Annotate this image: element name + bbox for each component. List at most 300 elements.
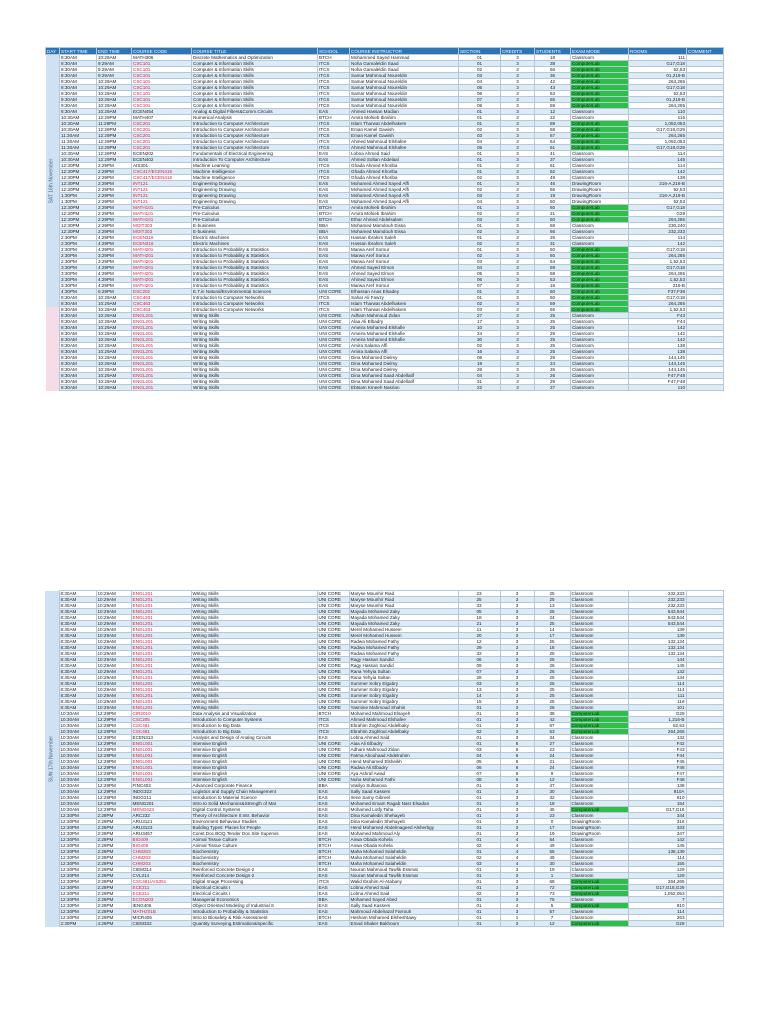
rooms-cell: 543,544 (628, 615, 686, 621)
start-time-cell: 10:30AM (59, 795, 96, 801)
section-cell: 01 (458, 723, 500, 729)
exam-mode-cell: Classroom (571, 367, 629, 373)
start-time-cell: 8:30AM (59, 639, 96, 645)
course-code-cell: ENGL201 (132, 325, 192, 331)
rooms-cell: G17,G18 (629, 295, 687, 301)
rooms-cell: 264,265 (629, 271, 687, 277)
students-cell: 60 (535, 289, 571, 295)
course-title-cell: Engineering Drawing (192, 199, 318, 205)
credits-cell: 3 (500, 603, 534, 609)
credits-cell: 3 (500, 609, 534, 615)
rooms-cell: 216-A,216-B (629, 181, 687, 187)
end-time-cell: 2:29PM (96, 903, 131, 909)
exam-mode-cell: Classroom (570, 621, 628, 627)
exam-mode-cell: ComputerLab (571, 85, 629, 91)
course-code-cell: ENGL201 (132, 373, 192, 379)
course-title-cell: Writing Skills (192, 319, 318, 325)
exam-mode-cell: Classroom (570, 705, 628, 711)
rooms-cell: 263 (628, 915, 686, 921)
students-cell: 15 (535, 283, 571, 289)
school-cell: UNI CORE (317, 693, 349, 699)
rooms-cell: 111 (628, 693, 686, 699)
exam-mode-cell: Classroom (570, 639, 628, 645)
section-cell: 01 (459, 121, 501, 127)
exam-mode-cell: ComputerLab (571, 271, 629, 277)
end-time-cell: 4:29PM (97, 271, 132, 277)
course-code-cell: BIO409 (131, 843, 191, 849)
exam-mode-cell: Classroom (571, 325, 629, 331)
school-cell: ITCS (318, 307, 350, 313)
course-instructor-cell: Samar Mahmoud Noureldin (350, 97, 459, 103)
course-instructor-cell: Samar Mahmoud Noureldin (350, 103, 459, 109)
course-code-cell: MATH101 (132, 205, 192, 211)
section-cell: 01 (458, 921, 500, 927)
exam-mode-cell: Classroom (570, 693, 628, 699)
course-instructor-cell: Radwa Mohamed Fathy (349, 639, 458, 645)
school-cell: EAS (317, 885, 349, 891)
start-time-cell: 8:30AM (59, 603, 96, 609)
start-time-cell: 12:30PM (60, 163, 97, 169)
course-code-cell: ENGL201 (131, 645, 191, 651)
end-time-cell: 4:29PM (97, 283, 132, 289)
rooms-cell: 264,265 (629, 79, 687, 85)
course-title-cell: Electric Machines (192, 235, 318, 241)
course-title-cell: Introduction to Computer Networks (192, 307, 318, 313)
course-instructor-cell: Amira Mohieb Ibrahim (350, 205, 459, 211)
students-cell: 72 (534, 885, 570, 891)
section-cell: 02 (459, 253, 501, 259)
course-instructor-cell: Nouran Mahmoud Tawfik Essmat (349, 873, 458, 879)
course-title-cell: Writing Skills (191, 633, 317, 639)
credits-cell: 3 (501, 181, 535, 187)
exam-mode-cell: Classroom (570, 609, 628, 615)
start-time-cell: 12:30PM (60, 181, 97, 187)
start-time-cell: 10:30AM (60, 151, 97, 157)
students-cell: 26 (535, 367, 571, 373)
rooms-cell: 138 (629, 343, 687, 349)
rooms-cell: 52,53 (629, 67, 687, 73)
course-instructor-cell: Lobna Ahmed Said (349, 891, 458, 897)
course-instructor-cell: Ethar Ahmed Abdelsalam (350, 217, 459, 223)
section-cell: 19 (459, 361, 501, 367)
course-code-cell: MATH306 (132, 55, 192, 61)
credits-cell: 6 (500, 771, 534, 777)
section-cell: 04 (459, 79, 501, 85)
school-cell: UNI CORE (318, 319, 350, 325)
end-time-cell: 12:29PM (97, 151, 132, 157)
course-title-cell: Engineering Drawing (192, 193, 318, 199)
school-cell: UNI CORE (317, 771, 349, 777)
start-time-cell: 2:30PM (60, 247, 97, 253)
rooms-cell: 810 (628, 903, 686, 909)
course-title-cell: Environment Behaviour Studies (191, 819, 317, 825)
school-cell: EAS (317, 909, 349, 915)
students-cell: 25 (534, 597, 570, 603)
end-time-cell: 2:29PM (97, 187, 132, 193)
course-instructor-cell: Mohamed Ahmed Sayed Affi (350, 181, 459, 187)
course-title-cell: Writing Skills (191, 627, 317, 633)
course-title-cell: Introduction to Big Data (191, 729, 317, 735)
column-header: SCHOOL (318, 48, 350, 55)
course-code-cell: CSC201 (132, 133, 192, 139)
column-header: CREDITS (501, 48, 535, 55)
day-label: SAT 16th November (48, 158, 55, 204)
rooms-cell: G17,G18,G29 (628, 885, 686, 891)
section-cell: 01 (458, 711, 500, 717)
course-code-cell: INDG211 (131, 795, 191, 801)
students-cell: 7 (534, 915, 570, 921)
start-time-cell: 12:30PM (59, 873, 96, 879)
course-code-cell: CSC201 (132, 121, 192, 127)
rooms-cell: 142 (629, 169, 687, 175)
section-cell: 05 (458, 609, 500, 615)
exam-mode-cell: DrawingRoom (571, 199, 629, 205)
school-cell: ITCS (317, 723, 349, 729)
rooms-cell: 144,145 (629, 361, 687, 367)
students-cell: 25 (535, 313, 571, 319)
school-cell: ITCS (318, 163, 350, 169)
comment-cell (687, 385, 724, 391)
credits-cell: 3 (500, 627, 534, 633)
course-instructor-cell: Dina Kamaledin Shehayeb (349, 813, 458, 819)
exam-mode-cell: ComputerLab (571, 295, 629, 301)
course-code-cell: ENGL201 (131, 597, 191, 603)
course-instructor-cell: Fatma Abouhaad Abdelrahim (349, 753, 458, 759)
students-cell: 34 (534, 735, 570, 741)
exam-mode-cell: Classroom (570, 657, 628, 663)
course-code-cell: ENGL201 (131, 621, 191, 627)
credits-cell: 3 (501, 301, 535, 307)
end-time-cell: 6:29PM (97, 289, 132, 295)
students-cell: 31 (535, 241, 571, 247)
section-cell: 33 (458, 603, 500, 609)
end-time-cell: 12:29PM (97, 157, 132, 163)
rooms-cell: F47 (628, 771, 686, 777)
course-instructor-cell: Islam Tharwat Abdelhakem (350, 301, 459, 307)
course-code-cell: ENGL201 (131, 669, 191, 675)
rooms-cell: G29 (628, 711, 686, 717)
school-cell: EAS (318, 277, 350, 283)
schedule-table-top (45, 47, 724, 391)
course-code-cell: CSC101 (132, 79, 192, 85)
course-title-cell: Writing Skills (191, 591, 317, 597)
end-time-cell: 2:29PM (96, 873, 131, 879)
exam-mode-cell: ComputerLab (570, 717, 628, 723)
students-cell: 1 (534, 873, 570, 879)
course-instructor-cell: Nuha Mohamed Fathi (349, 777, 458, 783)
exam-mode-cell: Classroom (570, 789, 628, 795)
start-time-cell: 2:30PM (59, 921, 96, 927)
course-code-cell: ARC232 (131, 813, 191, 819)
section-cell: 01 (458, 879, 500, 885)
start-time-cell: 8:30AM (60, 355, 97, 361)
course-code-cell: ECEN316 (132, 235, 192, 241)
course-instructor-cell: Rana Yehyia Sultan (349, 675, 458, 681)
end-time-cell: 2:29PM (96, 885, 131, 891)
rooms-cell: F43 (628, 747, 686, 753)
end-time-cell: 9:29AM (97, 67, 132, 73)
course-code-cell: ENGL201 (131, 627, 191, 633)
end-time-cell: 10:29AM (96, 591, 131, 597)
start-time-cell: 12:30PM (60, 217, 97, 223)
start-time-cell: 11:30AM (60, 139, 97, 145)
course-instructor-cell: Sahar Ali Fawzy (350, 295, 459, 301)
section-cell: 32 (458, 651, 500, 657)
rooms-cell: 216-B (629, 283, 687, 289)
section-cell: 06 (459, 277, 501, 283)
section-cell: 03 (458, 747, 500, 753)
school-cell: ITCS (318, 91, 350, 97)
start-time-cell: 8:30AM (59, 663, 96, 669)
course-title-cell: Writing Skills (191, 645, 317, 651)
start-time-cell: 8:30AM (59, 675, 96, 681)
course-instructor-cell: Radwa Mohamed Fathy (349, 651, 458, 657)
section-cell: 05 (459, 271, 501, 277)
end-time-cell: 10:29AM (97, 379, 132, 385)
rooms-cell: G17,G18,G29 (629, 145, 687, 151)
credits-cell: 3 (501, 355, 535, 361)
section-cell: 01 (458, 795, 500, 801)
section-cell: 10 (459, 325, 501, 331)
start-time-cell: 10:30AM (59, 777, 96, 783)
end-time-cell: 12:29PM (96, 711, 131, 717)
section-cell: 03 (459, 307, 501, 313)
section-cell: 03 (459, 193, 501, 199)
students-cell: 5 (534, 903, 570, 909)
credits-cell: 3 (501, 343, 535, 349)
course-instructor-cell: Lobna Ahmed Said (349, 885, 458, 891)
rooms-cell: 52,53 (629, 199, 687, 205)
school-cell: UNI CORE (317, 765, 349, 771)
course-code-cell: MICR405 (131, 915, 191, 921)
end-time-cell: 10:29AM (97, 97, 132, 103)
course-code-cell: CSC417/ECEN415 (132, 169, 192, 175)
section-cell: 01 (458, 807, 500, 813)
end-time-cell: 12:29PM (97, 127, 132, 133)
exam-mode-cell: Classroom (570, 897, 628, 903)
rooms-cell: 114 (628, 681, 686, 687)
school-cell: BBA (317, 783, 349, 789)
end-time-cell: 2:29PM (97, 217, 132, 223)
credits-cell: 3 (501, 127, 535, 133)
end-time-cell: 10:29AM (96, 681, 131, 687)
section-cell: 01 (459, 115, 501, 121)
school-cell: UNI CORE (318, 385, 350, 391)
exam-mode-cell: ComputerLab (571, 277, 629, 283)
course-code-cell: CSC461/AIS351 (131, 879, 191, 885)
rooms-cell: G17,G18,G29 (629, 127, 687, 133)
course-title-cell: Intensive English (191, 759, 317, 765)
school-cell: UNI CORE (318, 337, 350, 343)
end-time-cell: 10:29AM (97, 55, 132, 61)
end-time-cell: 10:29AM (97, 349, 132, 355)
students-cell: 19 (535, 193, 571, 199)
course-instructor-cell: Hend Mohamed Abdelmageed Alsherbgy (349, 825, 458, 831)
section-cell: 07 (459, 97, 501, 103)
course-code-cell: ENGL201 (132, 343, 192, 349)
school-cell: UNI CORE (317, 687, 349, 693)
course-code-cell: ENGL201 (132, 385, 192, 391)
students-cell: 61 (535, 163, 571, 169)
end-time-cell: 12:29PM (96, 765, 131, 771)
exam-mode-cell: Classroom (571, 319, 629, 325)
exam-mode-cell: ComputerLab (570, 885, 628, 891)
rooms-cell: 110 (629, 385, 687, 391)
credits-cell: 3 (501, 229, 535, 235)
end-time-cell: 10:29AM (96, 705, 131, 711)
school-cell: ITCS (317, 879, 349, 885)
rooms-cell: 142 (629, 325, 687, 331)
rooms-cell: 01,216-B (629, 97, 687, 103)
school-cell: BTCH (317, 843, 349, 849)
school-cell: ITCS (318, 121, 350, 127)
course-title-cell: Introduction to Material Science (191, 795, 317, 801)
school-cell: BTCH (317, 711, 349, 717)
course-code-cell: ECE211 (131, 891, 191, 897)
start-time-cell: 8:30AM (59, 657, 96, 663)
end-time-cell: 10:29AM (96, 621, 131, 627)
rooms-cell: G17,G18 (629, 205, 687, 211)
course-code-cell: MATH201 (132, 253, 192, 259)
end-time-cell: 4:29PM (97, 241, 132, 247)
exam-mode-cell: Classroom (571, 355, 629, 361)
credits-cell: 3 (501, 265, 535, 271)
rooms-cell: 52,53 (628, 723, 686, 729)
credits-cell: 3 (500, 657, 534, 663)
course-title-cell: Managerial Economics (191, 897, 317, 903)
section-cell: 11 (458, 627, 500, 633)
start-time-cell: 8:30AM (59, 609, 96, 615)
course-code-cell: CSC101 (132, 85, 192, 91)
school-cell: BTCH (318, 211, 350, 217)
students-cell: 54 (534, 837, 570, 843)
section-cell: 31 (459, 379, 501, 385)
course-instructor-cell: Mohamed Ahmed Sayed Affi (350, 193, 459, 199)
end-time-cell: 4:29PM (97, 247, 132, 253)
start-time-cell: 12:30PM (59, 891, 96, 897)
start-time-cell: 10:30AM (59, 807, 96, 813)
credits-cell: 3 (501, 349, 535, 355)
students-cell: 18 (534, 645, 570, 651)
students-cell: 26 (535, 373, 571, 379)
rooms-cell: F46 (628, 765, 686, 771)
course-code-cell: INT121 (132, 199, 192, 205)
students-cell: 60 (535, 247, 571, 253)
start-time-cell: 2:30PM (60, 259, 97, 265)
course-instructor-cell: Mohamed Mamdouh Eissa (350, 229, 459, 235)
section-cell: 23 (458, 591, 500, 597)
school-cell: UNI CORE (318, 373, 350, 379)
course-code-cell: ENGL201 (131, 633, 191, 639)
course-title-cell: Introduction to Probability & Statistics (192, 253, 318, 259)
credits-cell: 3 (500, 675, 534, 681)
school-cell: ITCS (317, 717, 349, 723)
credits-cell: 3 (501, 385, 535, 391)
students-cell: 22 (535, 115, 571, 121)
school-cell: UNI CORE (317, 615, 349, 621)
start-time-cell: 10:30AM (59, 735, 96, 741)
course-title-cell: Writing Skills (192, 337, 318, 343)
school-cell: UNI CORE (318, 289, 350, 295)
course-title-cell: Engineering Drawing (192, 187, 318, 193)
start-time-cell: 11:30AM (60, 145, 97, 151)
rooms-cell: 138 (628, 783, 686, 789)
end-time-cell: 11:29PM (97, 121, 132, 127)
course-code-cell: ENGL201 (131, 651, 191, 657)
course-instructor-cell: Mohammed Sayed Hammad (350, 55, 459, 61)
start-time-cell: 8:30AM (59, 651, 96, 657)
exam-mode-cell: Classroom (570, 603, 628, 609)
course-code-cell: INDG322 (131, 789, 191, 795)
end-time-cell: 12:29PM (96, 783, 131, 789)
exam-mode-cell: ComputerLab (570, 729, 628, 735)
end-time-cell: 12:29PM (97, 145, 132, 151)
course-code-cell: MENG201 (131, 801, 191, 807)
course-instructor-cell: Noha Gamaleldin Saad (350, 61, 459, 67)
section-cell: 08 (458, 777, 500, 783)
end-time-cell: 12:29PM (96, 795, 131, 801)
start-time-cell: 10:30AM (59, 759, 96, 765)
school-cell: UNI CORE (318, 379, 350, 385)
course-instructor-cell: Anwa Obada Kohela (349, 837, 458, 843)
course-title-cell: Writing Skills (192, 355, 318, 361)
course-code-cell: CSC101 (132, 103, 192, 109)
course-title-cell: Writing Skills (191, 699, 317, 705)
credits-cell: 3 (500, 645, 534, 651)
course-code-cell: CHM203 (131, 861, 191, 867)
start-time-cell: 12:30PM (59, 867, 96, 873)
course-code-cell: ENGL001 (131, 771, 191, 777)
section-cell: 01 (459, 61, 501, 67)
students-cell: 55 (534, 849, 570, 855)
course-title-cell: Computer & Information Skills (192, 103, 318, 109)
day-label: SUN 17th November (48, 735, 55, 782)
course-code-cell: MOIT303 (132, 223, 192, 229)
start-time-cell: 10:30AM (60, 121, 97, 127)
start-time-cell: 3:30PM (60, 277, 97, 283)
course-instructor-cell: Adham Mahmoud Zidan (350, 313, 459, 319)
rooms-cell: 1,52,53 (629, 307, 687, 313)
students-cell: 38 (534, 711, 570, 717)
students-cell: 45 (534, 807, 570, 813)
school-cell: EAS (317, 921, 349, 927)
course-instructor-cell: Sally Saad Kassem (349, 789, 458, 795)
course-instructor-cell: Mohamed Ahmed Sayed Affi (350, 199, 459, 205)
school-cell: UNI CORE (317, 777, 349, 783)
end-time-cell: 2:29PM (96, 813, 131, 819)
section-cell: 01 (459, 181, 501, 187)
start-time-cell: 12:30PM (59, 849, 96, 855)
students-cell: 42 (534, 717, 570, 723)
school-cell: UNI CORE (317, 657, 349, 663)
credits-cell: 3 (501, 271, 535, 277)
rooms-cell: G29 (629, 211, 687, 217)
start-time-cell: 8:30AM (60, 343, 97, 349)
rooms-cell: 101 (628, 705, 686, 711)
school-cell: UNI CORE (317, 699, 349, 705)
rooms-cell: 230,240 (629, 223, 687, 229)
end-time-cell: 10:29AM (96, 699, 131, 705)
course-instructor-cell: Samar Mahmoud Noureldin (350, 91, 459, 97)
section-cell: 02 (458, 843, 500, 849)
rooms-cell: F47,F48 (629, 379, 687, 385)
course-title-cell: Intro.to Solid Mechanics&Strength of Mat (191, 801, 317, 807)
students-cell: 26 (534, 705, 570, 711)
section-cell: 01 (458, 801, 500, 807)
course-title-cell: Introduction to Computer Systems (191, 717, 317, 723)
rooms-cell: F47,F48 (629, 373, 687, 379)
start-time-cell: 10:30AM (59, 723, 96, 729)
